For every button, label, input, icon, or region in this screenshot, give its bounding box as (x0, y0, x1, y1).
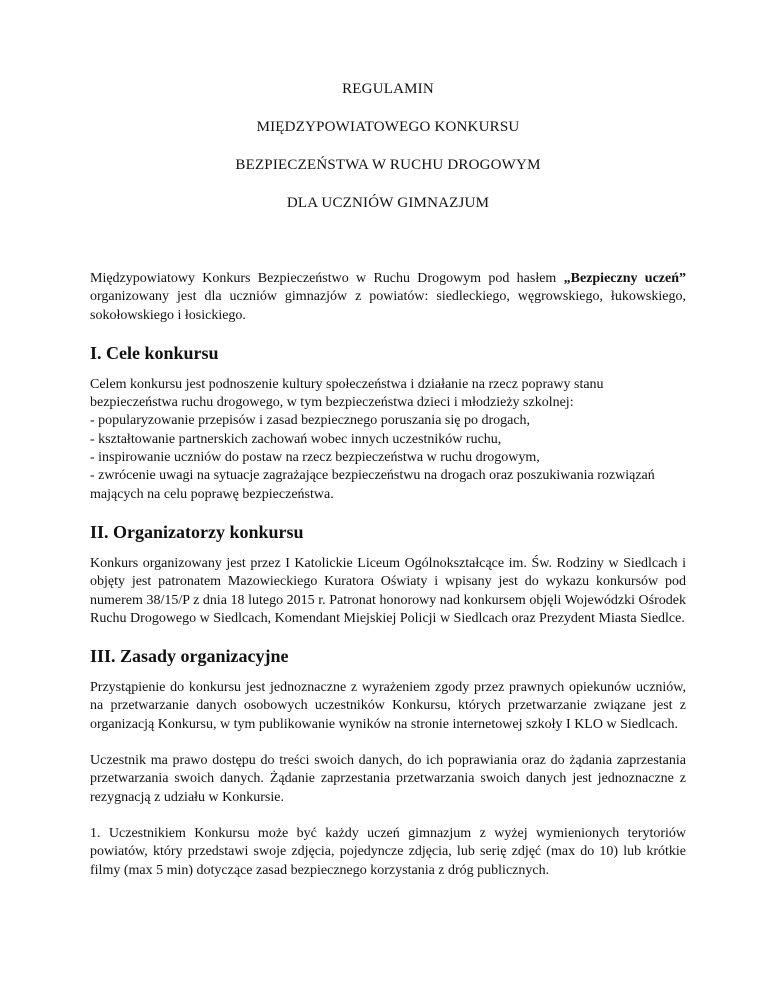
section-3-paragraph-1: Przystąpienie do konkursu jest jednoznaczne z wyrażeniem zgody przez prawnych opiekunów uczniów, na przetwarzanie danych osobowych uczestników Konkursu, których przetwarzanie związane jest z organizacją Konkursu, w tym publikowanie wyników na stronie internetowej szkoły I KLO w Siedlcach. (90, 680, 686, 732)
goal-item: - zwrócenie uwagi na sytuacje zagrażające bezpieczeństwu na drogach oraz poszukiwania rozwiązań mających na celu poprawę bezpieczeństwa. (90, 468, 655, 502)
intro-text-start: Międzypowiatowy Konkurs Bezpieczeństwo w Ruchu Drogowym pod hasłem (90, 271, 564, 286)
goal-item: - inspirowanie uczniów do postaw na rzecz bezpieczeństwa w ruchu drogowym, (90, 450, 540, 466)
title-line-3: BEZPIECZEŃSTWA W RUCHU DROGOWYM (235, 157, 541, 173)
goal-item: - popularyzowanie przepisów i zasad bezpiecznego poruszania się po drogach, (90, 413, 531, 429)
goal-item: - kształtowanie partnerskich zachowań wobec innych uczestników ruchu, (90, 431, 502, 447)
title-line-2: MIĘDZYPOWIATOWEGO KONKURSU (256, 119, 520, 135)
section-1-lead: Celem konkursu jest podnoszenie kultury społeczeństwa i działanie na rzecz poprawy stanu bezpieczeństwa ruchu drogowego, w tym bezpieczeństwa dzieci i młodzieży szkolnej: (90, 376, 604, 411)
document-title (90, 80, 686, 212)
section-3-paragraph-2: Uczestnik ma prawo dostępu do treści swoich danych, do ich poprawiania oraz do żądania zaprzestania przetwarzania swoich danych. Żądanie zaprzestania przetwarzania swoich danych jest jednoznaczne z rezygnacją z udziału w Konkursie. (90, 753, 686, 805)
intro-slogan: „Bezpieczny uczeń” (563, 271, 687, 286)
section-3-heading: III. Zasady organizacyjne (90, 646, 289, 667)
title-line-4: DLA UCZNIÓW GIMNAZJUM (286, 195, 490, 211)
title-line-1: REGULAMIN (342, 81, 434, 97)
section-2-heading: II. Organizatorzy konkursu (90, 521, 304, 542)
section-1-body (90, 376, 686, 504)
section-2-paragraph: Konkurs organizowany jest przez I Katolickie Liceum Ogólnokształcące im. Św. Rodziny w Siedlcach i objęty jest patronatem Mazowieckiego Kuratora Oświaty i wpisany jest do wykazu konkursów pod numerem 38/15/P z dnia 18 lutego 2015 r. Patronat honorowy nad konkursem objęli Wojewódzki Ośrodek Ruchu Drogowego w Siedlcach, Komendant Miejskiej Policji w Siedlcach oraz Prezydent Miasta Siedlce. (90, 555, 686, 626)
intro-text-end: organizowany jest dla uczniów gimnazjów z powiatów: siedleckiego, węgrowskiego, łukowskiego, sokołowskiego i łosickiego. (90, 289, 686, 323)
intro-paragraph (90, 270, 686, 325)
section-3-paragraph-3: 1. Uczestnikiem Konkursu może być każdy uczeń gimnazjum z wyżej wymienionych terytoriów powiatów, który przedstawi swoje zdjęcia, pojedyncze zdjęcia, lub serię zdjęć (max do 10) lub krótkie filmy (max 5 min) dotyczące zasad bezpiecznego korzystania z dróg publicznych. (90, 825, 686, 878)
section-1-heading: I. Cele konkursu (90, 342, 219, 363)
